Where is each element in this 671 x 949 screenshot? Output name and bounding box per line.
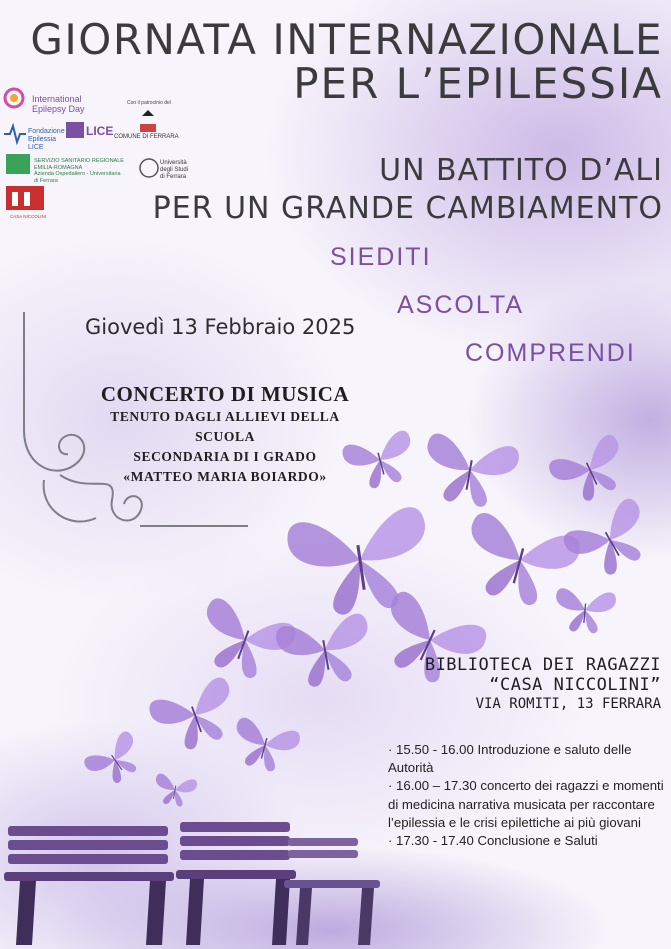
concert-title: CONCERTO DI MUSICA [100, 382, 350, 406]
title-line-1: GIORNATA INTERNAZIONALE [30, 15, 663, 64]
casa-niccolini-logo-text: CASA NICCOLINI [10, 214, 47, 219]
concert-line-2: SECONDARIA DI I GRADO [133, 449, 317, 464]
program-item: · 16.00 – 17.30 concerto dei ragazzi e momenti di medicina narrativa musicata per raccontare l’epilessia e le crisi epilettiche ai più giovani [388, 778, 664, 830]
international-epilepsy-day-logo [5, 89, 23, 107]
program-list [388, 741, 670, 850]
bench-illustration [4, 822, 380, 945]
verb-ascolta: ASCOLTA [397, 291, 524, 319]
ssr-logo-text [34, 158, 126, 184]
butterfly-icon [419, 432, 521, 512]
title-line-2: PER L’EPILESSIA [293, 59, 663, 108]
concert-block [80, 382, 370, 487]
butterfly-icon [147, 675, 245, 758]
verb-comprendi: COMPRENDI [465, 339, 636, 367]
venue-block [425, 655, 661, 713]
poster-title [30, 15, 663, 108]
ssr-line-1: SERVIZIO SANITARIO REGIONALE [34, 158, 124, 164]
butterfly-icon [560, 496, 661, 588]
fondazione-lice-logo [4, 126, 26, 142]
verb-sediti: SIEDITI [330, 243, 432, 271]
comune-ferrara-logo [140, 110, 156, 132]
concert-line-1: TENUTO DAGLI ALLIEVI DELLA SCUOLA [110, 409, 340, 444]
subtitle-line-2: PER UN GRANDE CAMBIAMENTO [152, 191, 663, 226]
concert-line-3: «MATTEO MARIA BOIARDO» [123, 469, 327, 484]
poster-subtitle [153, 152, 663, 228]
program-item: · 15.50 - 16.00 Introduzione e saluto delle Autorità [388, 742, 632, 776]
butterfly-icon [82, 729, 150, 793]
butterfly-icon [546, 432, 635, 510]
ssr-logo [6, 154, 30, 174]
venue-building: “CASA NICCOLINI” [489, 675, 661, 695]
venue-address: VIA ROMITI, 13 FERRARA [475, 696, 661, 712]
venue-name: BIBLIOTECA DEI RAGAZZI [424, 655, 661, 675]
ied-logo-text: International Epilepsy Day [32, 94, 85, 114]
program-item: · 17.30 - 17.40 Conclusione e Saluti [388, 833, 598, 849]
subtitle-line-1: UN BATTITO D’ALI [379, 153, 663, 188]
patrocinio-text: Con il patrocinio del [127, 100, 171, 106]
fondazione-logo-text: Fondazione Epilessia LICE [28, 128, 65, 151]
unife-logo-text: Università degli Studi di Ferrara [160, 160, 189, 180]
comune-logo-text: COMUNE DI FERRARA [114, 134, 179, 140]
ssr-line-3: Azienda Ospedaliero - Universitaria di Ferrara [34, 171, 121, 184]
lice-logo-text: LICE [86, 124, 114, 138]
butterfly-icon [228, 716, 302, 777]
casa-niccolini-logo [6, 186, 44, 210]
butterfly-icon [152, 773, 198, 809]
lice-logo [66, 122, 84, 138]
event-date: Giovedì 13 Febbraio 2025 [85, 315, 356, 339]
ssr-line-2: EMILIA-ROMAGNA [34, 164, 83, 171]
butterfly-icon [553, 588, 616, 635]
